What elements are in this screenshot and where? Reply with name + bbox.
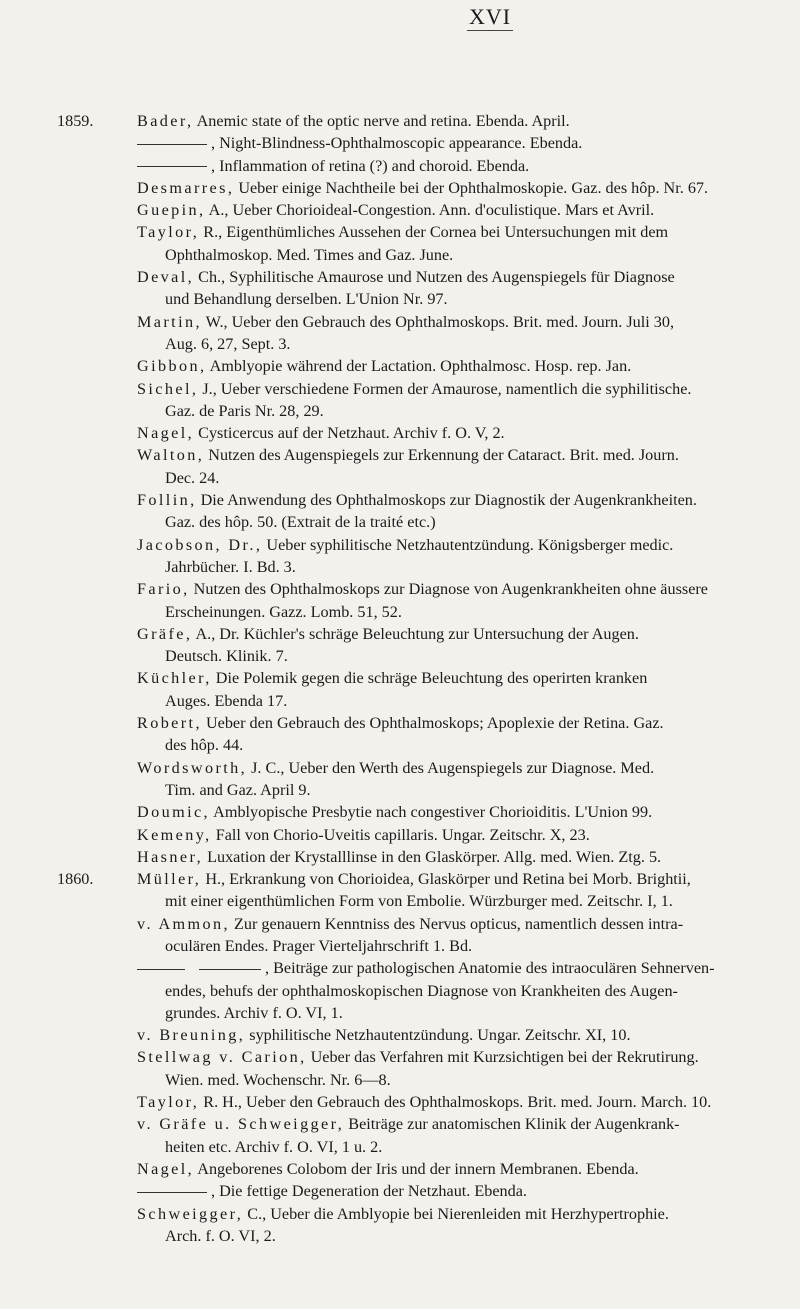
bibliography-entry <box>0 1180 782 1202</box>
bibliography-entry <box>0 1024 782 1046</box>
entry-text: grundes. Archiv f. O. VI, 1. <box>165 1003 343 1022</box>
author-name: Deval, <box>137 268 195 287</box>
entry-text: syphilitische Netzhautentzündung. Ungar. Zeitschr. XI, 10. <box>249 1026 631 1045</box>
entry-first-line <box>137 444 782 466</box>
ditto-dash <box>137 1192 207 1193</box>
entry-text: R., Eigenthümliches Aussehen der Cornea bei Untersuchungen mit dem <box>203 223 669 242</box>
entry-text: des hôp. 44. <box>165 736 244 755</box>
entry-text: Cysticercus auf der Netzhaut. Archiv f. O. V, 2. <box>198 424 505 443</box>
entry-continuation-line <box>137 333 782 355</box>
entry-continuation-line <box>137 400 782 422</box>
entry-text: Anemic state of the optic nerve and retina. Ebenda. April. <box>196 112 570 130</box>
author-name: Walton, <box>137 446 205 465</box>
entry-continuation-line <box>137 690 782 712</box>
entry-continuation-line <box>137 244 782 266</box>
bibliography-entry <box>0 422 782 444</box>
bibliography-entry <box>0 1158 782 1180</box>
author-name: Wordsworth, <box>137 758 248 777</box>
author-name: v. Ammon, <box>137 914 230 933</box>
entry-text: Die Anwendung des Ophthalmoskops zur Diagnostik der Augenkrankheiten. <box>200 491 697 510</box>
entry-continuation-line <box>137 645 782 667</box>
entry-continuation-line <box>137 1002 782 1024</box>
entry-continuation-line <box>137 511 782 533</box>
entry-text: J. C., Ueber den Werth des Augenspiegels zur Diagnose. Med. <box>251 758 655 777</box>
bibliography-entry <box>0 199 782 221</box>
bibliography-entry <box>0 757 782 802</box>
bibliography-entry <box>0 1203 782 1248</box>
bibliography-entry <box>0 355 782 377</box>
entry-text: Zur genauern Kenntniss des Nervus opticus, namentlich dessen intra- <box>234 914 684 933</box>
author-name: Nagel, <box>137 424 195 443</box>
entry-text: Erscheinungen. Gazz. Lomb. 51, 52. <box>165 602 402 621</box>
entry-text: , Inflammation of retina (?) and choroid. Ebenda. <box>211 156 530 175</box>
entry-first-line <box>137 266 782 288</box>
bibliography-entry <box>0 311 782 356</box>
bibliography-entry <box>0 177 782 199</box>
entry-first-line <box>137 1180 782 1202</box>
entry-text: endes, behufs der ophthalmoskopischen Diagnose von Krankheiten des Augen- <box>165 981 678 1000</box>
entry-text: Amblyopie während der Lactation. Ophthalmosc. Hosp. rep. Jan. <box>209 357 632 376</box>
author-name: Hasner, <box>137 847 204 866</box>
entry-first-line <box>137 355 782 377</box>
entry-text: Dec. 24. <box>165 468 220 487</box>
bibliography-entry <box>0 957 782 1024</box>
ditto-dash <box>137 144 207 145</box>
entry-first-line <box>137 311 782 333</box>
entry-text: Nutzen des Augenspiegels zur Erkennung der Cataract. Brit. med. Journ. <box>208 446 679 465</box>
bibliography-entry <box>0 801 782 823</box>
entry-text: Amblyopische Presbytie nach congestiver Chorioiditis. L'Union 99. <box>213 803 653 822</box>
entry-first-line <box>137 913 782 935</box>
author-name: Robert, <box>137 714 202 733</box>
bibliography-entry <box>0 1113 782 1158</box>
author-name: Taylor, <box>137 223 200 242</box>
author-name: v. Gräfe u. Schweigger, <box>137 1115 345 1134</box>
entry-first-line <box>137 132 782 154</box>
entry-text: Ueber den Gebrauch des Ophthalmoskops; Apoplexie der Retina. Gaz. <box>205 714 664 733</box>
entry-first-line <box>137 155 782 177</box>
entry-first-line <box>137 422 782 444</box>
entry-first-line <box>137 534 782 556</box>
entry-first-line <box>137 868 782 890</box>
author-name: Guepin, <box>137 201 206 220</box>
author-name: Küchler, <box>137 669 212 688</box>
entry-text: Ueber einige Nachtheile bei der Ophthalmoskopie. Gaz. des hôp. Nr. 67. <box>238 178 709 197</box>
bibliography-entry <box>0 667 782 712</box>
entry-text: heiten etc. Archiv f. O. VI, 1 u. 2. <box>165 1137 383 1156</box>
entry-continuation-line <box>137 556 782 578</box>
entry-text: Die Polemik gegen die schräge Beleuchtung des operirten kranken <box>215 669 648 688</box>
entry-text: Jahrbücher. I. Bd. 3. <box>165 557 296 576</box>
bibliography-entry <box>0 578 782 623</box>
entry-first-line <box>137 667 782 689</box>
author-name: Fario, <box>137 580 190 599</box>
bibliography-entry <box>0 266 782 311</box>
entry-text: oculären Endes. Prager Vierteljahrschrift 1. Bd. <box>165 936 473 955</box>
entry-continuation-line <box>137 467 782 489</box>
entry-text: Nutzen des Ophthalmoskops zur Diagnose von Augenkrankheiten ohne äussere <box>193 580 708 599</box>
entry-text: A., Dr. Küchler's schräge Beleuchtung zur Untersuchung der Augen. <box>195 624 639 643</box>
entry-continuation-line <box>137 1225 782 1247</box>
entry-text: Luxation der Krystalllinse in den Glaskörper. Allg. med. Wien. Ztg. 5. <box>207 847 662 866</box>
author-name: Follin, <box>137 491 197 510</box>
entry-first-line <box>137 1091 782 1113</box>
entry-first-line <box>137 489 782 511</box>
bibliography-entry <box>0 132 782 154</box>
entry-first-line <box>137 177 782 199</box>
entry-text: Beiträge zur anatomischen Klinik der Augenkrank- <box>348 1115 680 1134</box>
entry-text: A., Ueber Chorioideal-Congestion. Ann. d'oculistique. Mars et Avril. <box>208 201 655 220</box>
author-name: Müller, <box>137 870 202 889</box>
entry-first-line <box>137 824 782 846</box>
year-label: 1860. <box>57 870 94 889</box>
author-name: Bader, <box>137 112 194 130</box>
bibliography-entry <box>0 846 782 868</box>
entry-continuation-line <box>137 935 782 957</box>
ditto-dash <box>137 969 185 970</box>
entry-text: Gaz. de Paris Nr. 28, 29. <box>165 401 324 420</box>
bibliography-entry <box>0 1091 782 1113</box>
bibliography-entry <box>0 623 782 668</box>
ditto-dash <box>137 166 207 167</box>
bibliography-entry <box>0 868 782 913</box>
entry-text: Auges. Ebenda 17. <box>165 691 288 710</box>
entry-text: , Die fettige Degeneration der Netzhaut. Ebenda. <box>211 1182 527 1201</box>
entry-continuation-line <box>137 980 782 1002</box>
entry-continuation-line <box>137 890 782 912</box>
entry-text: und Behandlung derselben. L'Union Nr. 97. <box>165 290 448 309</box>
bibliography-entry <box>0 221 782 266</box>
bibliography-body <box>0 110 800 1247</box>
entry-first-line <box>137 221 782 243</box>
entry-text: Ch., Syphilitische Amaurose und Nutzen des Augenspiegels für Diagnose <box>198 268 675 287</box>
entry-continuation-line <box>137 601 782 623</box>
entry-first-line <box>137 1113 782 1135</box>
entry-first-line <box>137 578 782 600</box>
entry-continuation-line <box>137 288 782 310</box>
entry-text: Arch. f. O. VI, 2. <box>165 1226 276 1245</box>
author-name: Taylor, <box>137 1093 200 1112</box>
author-name: Sichel, <box>137 379 199 398</box>
page-number: XVI <box>469 4 512 29</box>
entry-text: Ueber syphilitische Netzhautentzündung. Königsberger medic. <box>266 535 674 554</box>
author-name: Desmarres, <box>137 178 235 197</box>
entry-text: Deutsch. Klinik. 7. <box>165 647 288 666</box>
entry-first-line <box>137 957 782 979</box>
entry-text: Ophthalmoskop. Med. Times and Gaz. June. <box>165 245 454 264</box>
entry-first-line <box>137 1046 782 1068</box>
entry-continuation-line <box>137 1069 782 1091</box>
entry-text: Wien. med. Wochenschr. Nr. 6—8. <box>165 1070 391 1089</box>
author-name: Stellwag v. Carion, <box>137 1048 307 1067</box>
entry-text: R. H., Ueber den Gebrauch des Ophthalmoskops. Brit. med. Journ. March. 10. <box>203 1093 712 1112</box>
bibliography-entry <box>0 712 782 757</box>
bibliography-entry <box>0 824 782 846</box>
entry-continuation-line <box>137 1136 782 1158</box>
bibliography-entry <box>0 378 782 423</box>
entry-continuation-line <box>137 734 782 756</box>
entry-text: H., Erkrankung von Chorioidea, Glaskörper und Retina bei Morb. Brightii, <box>205 870 691 889</box>
year-label: 1859. <box>57 112 94 130</box>
entry-first-line <box>137 199 782 221</box>
entry-first-line <box>137 1203 782 1225</box>
bibliography-entry <box>0 444 782 489</box>
entry-first-line <box>137 846 782 868</box>
bibliography-entry <box>0 534 782 579</box>
bibliography-entry <box>0 489 782 534</box>
entry-text: Fall von Chorio-Uveitis capillaris. Ungar. Zeitschr. X, 23. <box>215 825 590 844</box>
bibliography-entry <box>0 155 782 177</box>
entry-first-line <box>137 757 782 779</box>
entry-first-line <box>137 623 782 645</box>
entry-first-line <box>137 1158 782 1180</box>
entry-first-line <box>137 378 782 400</box>
entry-continuation-line <box>137 779 782 801</box>
entry-text: W., Ueber den Gebrauch des Ophthalmoskops. Brit. med. Journ. Juli 30, <box>205 312 674 331</box>
author-name: v. Breuning, <box>137 1026 246 1045</box>
author-name: Gräfe, <box>137 624 193 643</box>
bibliography-entry <box>0 110 782 132</box>
author-name: Kemeny, <box>137 825 212 844</box>
bibliography-entry <box>0 1046 782 1091</box>
author-name: Schweigger, <box>137 1204 244 1223</box>
entry-first-line <box>137 110 782 132</box>
ditto-dash <box>199 969 261 970</box>
author-name: Nagel, <box>137 1159 195 1178</box>
entry-text: C., Ueber die Amblyopie bei Nierenleiden mit Herzhypertrophie. <box>247 1204 669 1223</box>
bibliography-entry <box>0 913 782 958</box>
entry-first-line <box>137 712 782 734</box>
author-name: Doumic, <box>137 803 210 822</box>
entry-text: J., Ueber verschiedene Formen der Amaurose, namentlich die syphilitische. <box>202 379 692 398</box>
entry-first-line <box>137 801 782 823</box>
author-name: Gibbon, <box>137 357 207 376</box>
author-name: Jacobson, Dr., <box>137 535 263 554</box>
entry-text: mit einer eigenthümlichen Form von Embolie. Würzburger med. Zeitschr. I, 1. <box>165 892 673 911</box>
entry-text: Gaz. des hôp. 50. (Extrait de la traité etc.) <box>165 513 436 532</box>
entry-first-line <box>137 1024 782 1046</box>
entry-text: , Beiträge zur pathologischen Anatomie des intraoculären Sehnerven- <box>265 959 715 978</box>
entry-text: Angeborenes Colobom der Iris und der innern Membranen. Ebenda. <box>197 1159 639 1178</box>
author-name: Martin, <box>137 312 202 331</box>
entry-text: Tim. and Gaz. April 9. <box>165 780 311 799</box>
entry-text: Ueber das Verfahren mit Kurzsichtigen bei der Rekrutirung. <box>310 1048 699 1067</box>
entry-text: Aug. 6, 27, Sept. 3. <box>165 334 291 353</box>
entry-text: , Night-Blindness-Ophthalmoscopic appearance. Ebenda. <box>211 134 583 153</box>
